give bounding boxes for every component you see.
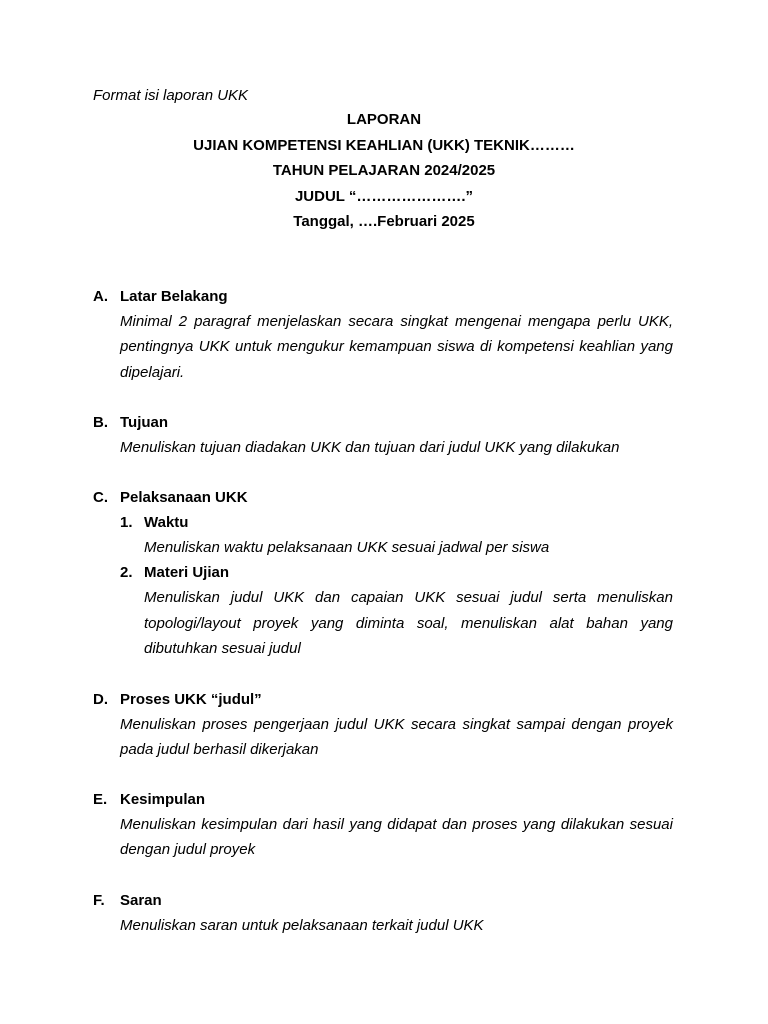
subsection-body: Menuliskan judul UKK dan capaian UKK sesuai judul serta menuliskan topologi/layout proyek yang diminta soal, menuliskan alat bahan yang dibutuhkan sesuai judul (144, 589, 673, 657)
section-heading: Kesimpulan (120, 791, 206, 808)
title-exam: UJIAN KOMPETENSI KEAHLIAN (UKK) TEKNIK……… (193, 136, 575, 154)
section-latar-belakang (0, 284, 768, 385)
section-pelaksanaan (0, 485, 768, 661)
section-body: Menuliskan proses pengerjaan judul UKK secara singkat sampai dengan proyek pada judul berhasil dikerjakan (120, 716, 673, 759)
section-body: Menuliskan kesimpulan dari hasil yang didapat dan proses yang dilakukan sesuai dengan judul proyek (120, 816, 673, 859)
subsection-number: 2. (120, 564, 133, 582)
title-judul: JUDUL “………………….” (294, 187, 474, 205)
section-body: Menuliskan tujuan diadakan UKK dan tujuan dari judul UKK yang dilakukan (120, 439, 620, 456)
section-proses (0, 687, 768, 763)
section-letter: F. (93, 892, 105, 909)
section-letter: C. (93, 489, 108, 506)
subsection-heading: Waktu (144, 514, 189, 531)
subsection-waktu (120, 510, 673, 560)
section-heading: Latar Belakang (120, 288, 228, 305)
section-heading: Pelaksanaan UKK (120, 489, 248, 506)
section-body: Menuliskan saran untuk pelaksanaan terkait judul UKK (120, 917, 484, 934)
section-heading: Proses UKK “judul” (120, 691, 262, 708)
report-title-block (0, 109, 768, 237)
subsection-body: Menuliskan waktu pelaksanaan UKK sesuai jadwal per siswa (144, 539, 550, 556)
subsection-number: 1. (120, 514, 133, 531)
subsection-heading: Materi Ujian (144, 564, 230, 582)
section-saran (0, 888, 768, 938)
intro-label: Format isi laporan UKK (93, 87, 249, 104)
subsection-materi-ujian (120, 560, 673, 661)
title-school-year: TAHUN PELAJARAN 2024/2025 (272, 162, 496, 179)
section-body: Minimal 2 paragraf menjelaskan secara singkat mengenai mengapa perlu UKK, pentingnya UKK untuk mengukur kemampuan siswa di kompetensi keahlian yang dipelajari. (120, 313, 673, 381)
section-letter: A. (93, 288, 108, 305)
title-laporan: LAPORAN (346, 111, 422, 128)
section-kesimpulan (0, 787, 768, 863)
title-date: Tanggal, ….Februari 2025 (293, 213, 475, 230)
section-heading: Tujuan (120, 414, 169, 431)
section-tujuan (0, 410, 768, 460)
section-letter: B. (93, 414, 108, 431)
section-heading: Saran (120, 892, 162, 909)
section-letter: D. (93, 691, 108, 708)
section-letter: E. (93, 791, 108, 808)
